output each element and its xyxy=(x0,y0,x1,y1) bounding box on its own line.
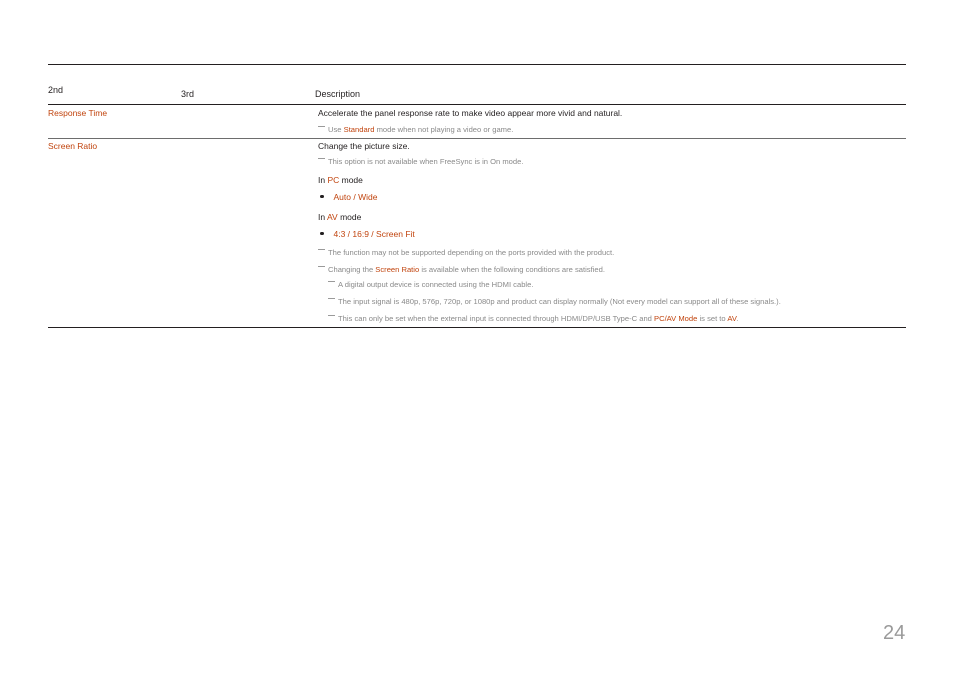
response-time-description: Accelerate the panel response rate to make video appear more vivid and natural. xyxy=(318,108,623,118)
note-ports: The function may not be supported depending on the ports provided with the product. xyxy=(318,248,614,257)
page-number: 24 xyxy=(883,622,906,644)
table-bottom-rule xyxy=(48,327,906,328)
header-3rd: 3rd xyxy=(181,89,195,99)
sub-note-signal: The input signal is 480p, 576p, 720p, or 1080p and product can display normally (Not every model can support all of these signals.). xyxy=(328,297,781,306)
screen-ratio-description: Change the picture size. xyxy=(318,141,410,151)
note-dash-icon xyxy=(328,298,335,299)
bullet-icon xyxy=(320,195,324,199)
note-dash-icon xyxy=(318,126,325,127)
table-top-rule xyxy=(48,64,906,65)
row-divider-rule xyxy=(48,138,906,139)
av-mode-heading: In AV mode xyxy=(318,212,362,222)
note-dash-icon xyxy=(328,315,335,316)
pc-mode-heading: In PC mode xyxy=(318,175,363,185)
screen-ratio-label: Screen Ratio xyxy=(48,141,98,151)
note-dash-icon xyxy=(318,249,325,250)
sub-note-external-input: This can only be set when the external input is connected through HDMI/DP/USB Type-C and PC/AV Mode is set to AV. xyxy=(328,314,738,323)
note-changing-screen-ratio: Changing the Screen Ratio is available when the following conditions are satisfied. xyxy=(318,265,605,274)
response-time-note: Use Standard mode when not playing a video or game. xyxy=(318,125,513,134)
response-time-label: Response Time xyxy=(48,108,108,118)
note-dash-icon xyxy=(318,158,325,159)
table-header-rule xyxy=(48,104,906,105)
header-2nd: 2nd xyxy=(48,85,64,95)
note-dash-icon xyxy=(328,281,335,282)
bullet-icon xyxy=(320,232,324,236)
pc-mode-options: Auto / Wide xyxy=(320,192,377,202)
sub-note-hdmi: A digital output device is connected using the HDMI cable. xyxy=(328,280,533,289)
header-description: Description xyxy=(315,89,361,99)
note-freesync: This option is not available when FreeSync is in On mode. xyxy=(318,157,523,166)
av-mode-options: 4:3 / 16:9 / Screen Fit xyxy=(320,229,415,239)
note-dash-icon xyxy=(318,266,325,267)
